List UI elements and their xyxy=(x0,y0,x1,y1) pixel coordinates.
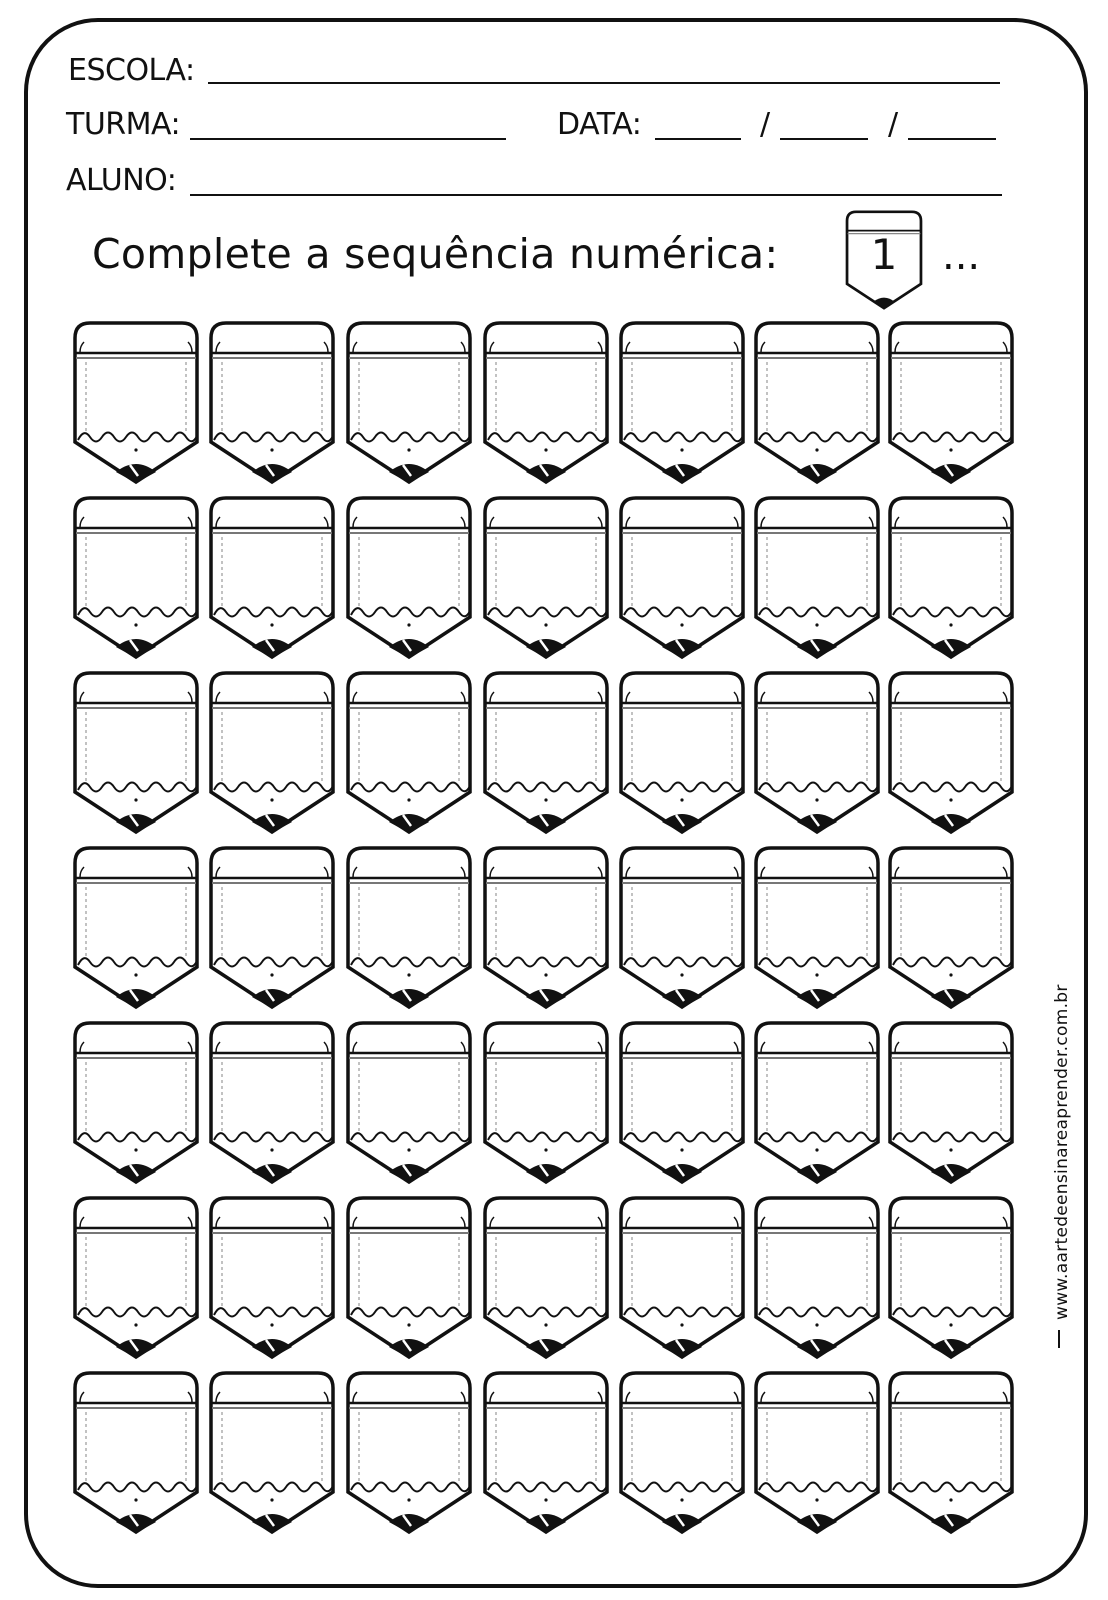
pencil-answer-box[interactable] xyxy=(208,495,336,660)
pencil-answer-box[interactable] xyxy=(618,1195,746,1360)
pencil-answer-box[interactable] xyxy=(208,320,336,485)
date-label: DATA: xyxy=(557,107,642,142)
pencil-answer-box[interactable] xyxy=(345,1020,473,1185)
pencil-answer-box[interactable] xyxy=(753,495,881,660)
pencil-answer-box[interactable] xyxy=(345,495,473,660)
pencil-answer-box[interactable] xyxy=(482,845,610,1010)
pencil-answer-box[interactable] xyxy=(208,1195,336,1360)
school-label: ESCOLA: xyxy=(68,53,195,88)
pencil-answer-box[interactable] xyxy=(482,1195,610,1360)
pencil-answer-box[interactable] xyxy=(72,320,200,485)
pencil-answer-box[interactable] xyxy=(72,670,200,835)
pencil-answer-box[interactable] xyxy=(887,670,1015,835)
pencil-answer-box[interactable] xyxy=(72,495,200,660)
pencil-answer-box[interactable] xyxy=(72,1195,200,1360)
pencil-answer-box[interactable] xyxy=(753,670,881,835)
pencil-answer-box[interactable] xyxy=(482,495,610,660)
example-number: 1 xyxy=(870,230,898,279)
pencil-answer-box[interactable] xyxy=(618,495,746,660)
pencil-answer-box[interactable] xyxy=(208,670,336,835)
pencil-answer-box[interactable] xyxy=(482,1370,610,1535)
pencil-answer-box[interactable] xyxy=(618,1370,746,1535)
pencil-answer-box[interactable] xyxy=(72,1020,200,1185)
pencil-answer-box[interactable] xyxy=(345,1195,473,1360)
ellipsis: ... xyxy=(942,233,981,279)
pencil-answer-box[interactable] xyxy=(753,845,881,1010)
pencil-answer-box[interactable] xyxy=(887,845,1015,1010)
pencil-answer-box[interactable] xyxy=(753,1020,881,1185)
pencil-answer-box[interactable] xyxy=(345,845,473,1010)
pencil-answer-box[interactable] xyxy=(753,320,881,485)
pencil-answer-box[interactable] xyxy=(887,1370,1015,1535)
pencil-answer-box[interactable] xyxy=(753,1370,881,1535)
class-label: TURMA: xyxy=(66,107,181,142)
website-watermark: www.aartedeensinareaprender.com.br xyxy=(1052,984,1072,1320)
instruction-title: Complete a sequência numérica: xyxy=(92,230,779,278)
pencil-answer-box[interactable] xyxy=(72,845,200,1010)
pencil-answer-box[interactable] xyxy=(887,1020,1015,1185)
pencil-answer-box[interactable] xyxy=(345,320,473,485)
date-separator: / xyxy=(888,107,899,142)
pencil-answer-box[interactable] xyxy=(887,1195,1015,1360)
watermark-divider xyxy=(1058,1330,1060,1348)
pencil-answer-box[interactable] xyxy=(345,1370,473,1535)
pencil-answer-box[interactable] xyxy=(482,670,610,835)
pencil-answer-box[interactable] xyxy=(618,320,746,485)
student-label: ALUNO: xyxy=(66,163,177,198)
pencil-answer-box[interactable] xyxy=(208,1020,336,1185)
pencil-answer-box[interactable] xyxy=(618,845,746,1010)
pencil-answer-box[interactable] xyxy=(208,845,336,1010)
pencil-answer-box[interactable] xyxy=(887,495,1015,660)
pencil-answer-box[interactable] xyxy=(618,670,746,835)
pencil-answer-box[interactable] xyxy=(208,1370,336,1535)
pencil-answer-box[interactable] xyxy=(72,1370,200,1535)
pencil-answer-box[interactable] xyxy=(753,1195,881,1360)
pencil-answer-box[interactable] xyxy=(887,320,1015,485)
pencil-answer-box[interactable] xyxy=(345,670,473,835)
pencil-answer-box[interactable] xyxy=(618,1020,746,1185)
pencil-answer-box[interactable] xyxy=(482,1020,610,1185)
date-separator: / xyxy=(760,107,771,142)
pencil-answer-box[interactable] xyxy=(482,320,610,485)
